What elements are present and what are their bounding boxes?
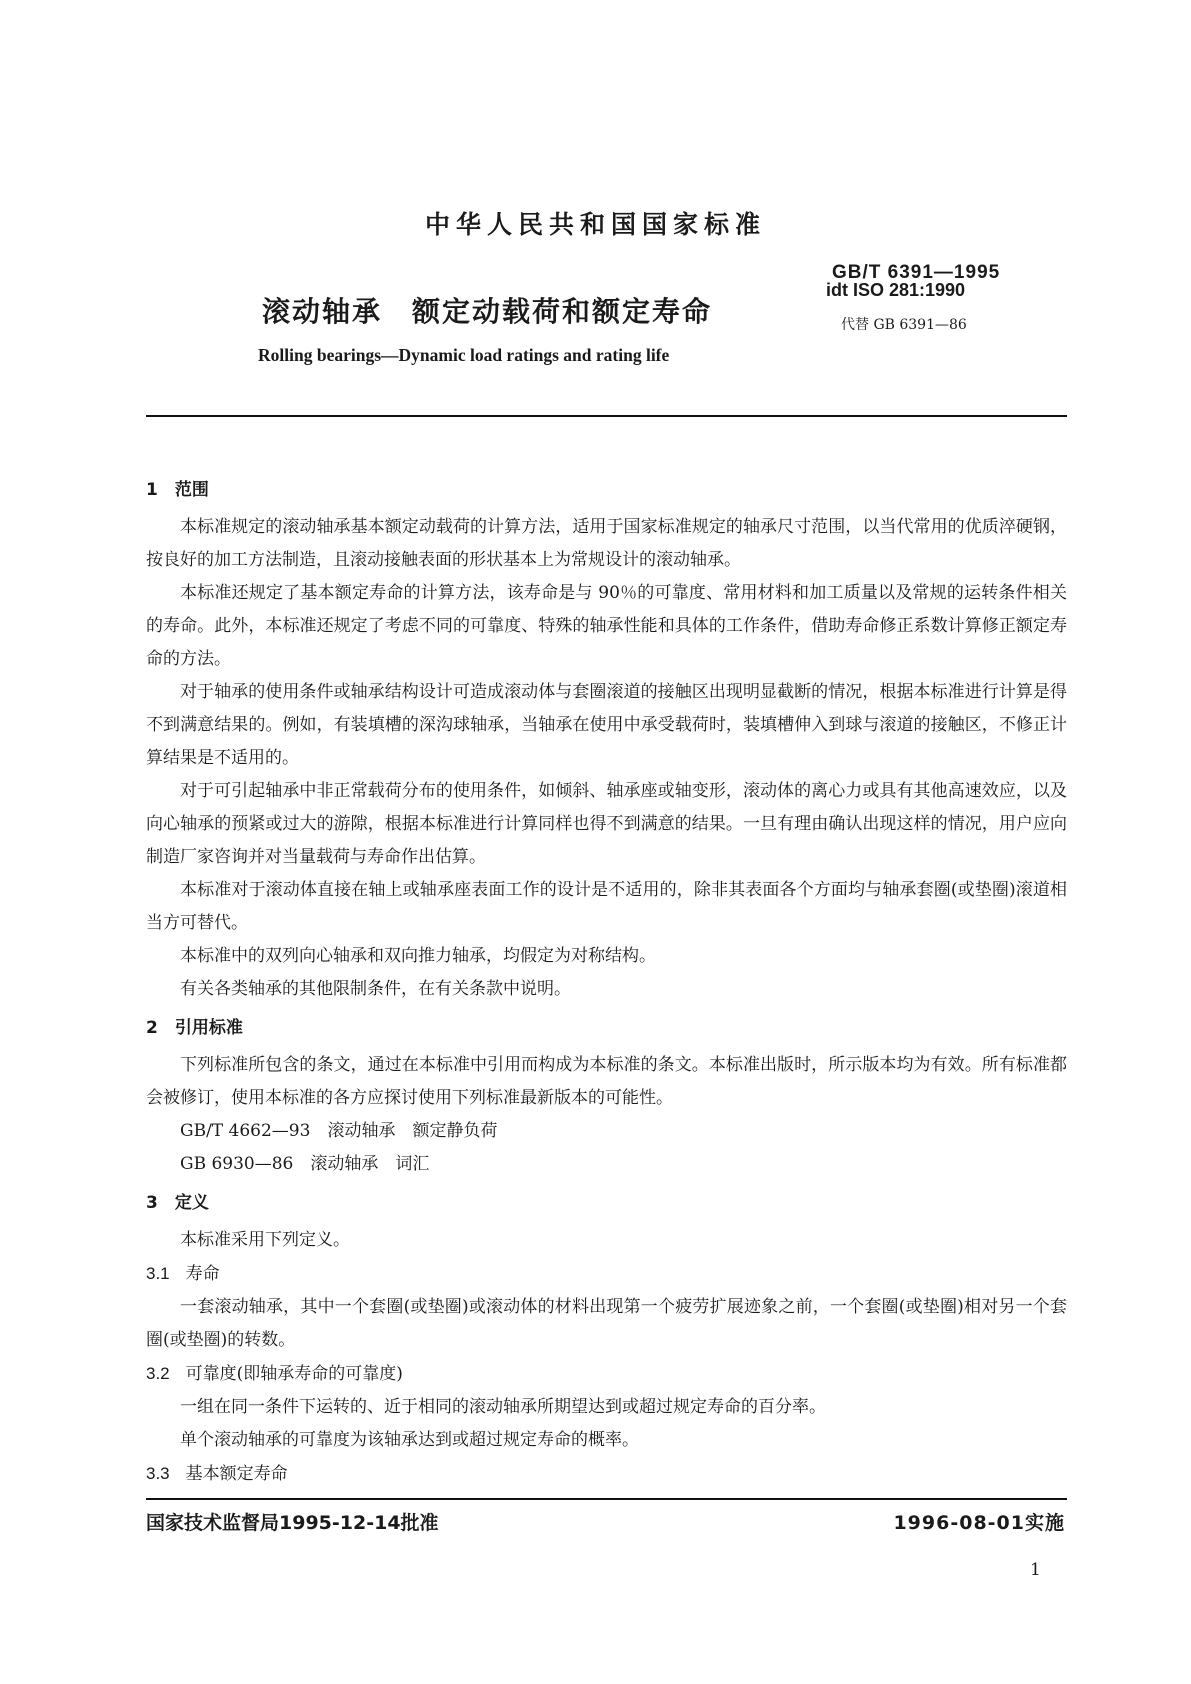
subsection-heading bbox=[146, 1357, 1067, 1391]
subsection-heading bbox=[146, 1257, 1067, 1291]
idt-reference: idt ISO 281:1990 bbox=[826, 280, 966, 300]
subsection-title: 可靠度(即轴承寿命的可靠度) bbox=[185, 1364, 403, 1384]
paragraph: 下列标准所包含的条文，通过在本标准中引用而构成为本标准的条文。本标准出版时，所示版本均为有效。所有标准都会被修订，使用本标准的各方应探讨使用下列标准最新版本的可能性。 bbox=[146, 1055, 1067, 1108]
subsection-heading bbox=[146, 1457, 1067, 1491]
paragraph: 对于轴承的使用条件或轴承结构设计可造成滚动体与套圈滚道的接触区出现明显截断的情况，根据本标准进行计算是得不到满意结果的。例如，有装填槽的深沟球轴承，当轴承在使用中承受载荷时，装填槽伸入到球与滚道的接触区，不修正计算结果是不适用的。 bbox=[146, 682, 1067, 768]
subsection-number: 3.1 bbox=[146, 1264, 170, 1283]
paragraph: 本标准对于滚动体直接在轴上或轴承座表面工作的设计是不适用的，除非其表面各个方面均与轴承套圈(或垫圈)滚道相当方可替代。 bbox=[146, 880, 1067, 933]
approval-date: 国家技术监督局1995-12-14批准 bbox=[146, 1512, 439, 1534]
reference-item: GB/T 4662—93 滚动轴承 额定静负荷 bbox=[180, 1121, 498, 1141]
issuing-organization: 中华人民共和国国家标准 bbox=[424, 210, 766, 239]
paragraph: 本标准采用下列定义。 bbox=[180, 1230, 350, 1250]
subsection-number: 3.3 bbox=[146, 1464, 170, 1483]
paragraph: 一套滚动轴承，其中一个套圈(或垫圈)或滚动体的材料出现第一个疲劳扩展迹象之前，一个套圈(或垫圈)相对另一个套圈(或垫圈)的转数。 bbox=[146, 1297, 1067, 1350]
reference-item: GB 6930—86 滚动轴承 词汇 bbox=[180, 1154, 430, 1174]
page-number: 1 bbox=[1030, 1560, 1041, 1580]
header-divider bbox=[146, 415, 1067, 417]
section-heading: 3 定义 bbox=[146, 1193, 209, 1213]
paragraph: 本标准规定的滚动轴承基本额定动载荷的计算方法，适用于国家标准规定的轴承尺寸范围，以当代常用的优质淬硬钢，按良好的加工方法制造，且滚动接触表面的形状基本上为常规设计的滚动轴承。 bbox=[146, 517, 1067, 570]
paragraph: 一组在同一条件下运转的、近于相同的滚动轴承所期望达到或超过规定寿命的百分率。 bbox=[180, 1397, 826, 1417]
document-title-en: Rolling bearings—Dynamic load ratings and rating life bbox=[258, 345, 670, 365]
paragraph: 对于可引起轴承中非正常载荷分布的使用条件，如倾斜、轴承座或轴变形，滚动体的离心力或具有其他高速效应，以及向心轴承的预紧或过大的游隙，根据本标准进行计算同样也得不到满意的结果。一旦有理由确认出现这样的情况，用户应向制造厂家咨询并对当量载荷与寿命作出估算。 bbox=[146, 781, 1067, 867]
effective-date: 1996-08-01实施 bbox=[893, 1512, 1065, 1534]
footer-divider bbox=[146, 1498, 1067, 1500]
section-heading: 2 引用标准 bbox=[146, 1018, 243, 1038]
subsection-title: 寿命 bbox=[185, 1264, 220, 1284]
document-body bbox=[146, 474, 1067, 1491]
paragraph: 有关各类轴承的其他限制条件，在有关条款中说明。 bbox=[180, 979, 571, 999]
paragraph: 单个滚动轴承的可靠度为该轴承达到或超过规定寿命的概率。 bbox=[180, 1430, 639, 1450]
document-title-cn: 滚动轴承 额定动载荷和额定寿命 bbox=[262, 295, 713, 328]
paragraph: 本标准还规定了基本额定寿命的计算方法，该寿命是与 90％的可靠度、常用材料和加工质量以及常规的运转条件相关的寿命。此外，本标准还规定了考虑不同的可靠度、特殊的轴承性能和具体的工作条件，借助寿命修正系数计算修正额定寿命的方法。 bbox=[146, 583, 1067, 669]
section-heading: 1 范围 bbox=[146, 480, 209, 500]
subsection-number: 3.2 bbox=[146, 1364, 170, 1383]
standard-code: GB/T 6391—1995 bbox=[832, 262, 1001, 283]
paragraph: 本标准中的双列向心轴承和双向推力轴承，均假定为对称结构。 bbox=[180, 946, 656, 966]
subsection-title: 基本额定寿命 bbox=[185, 1464, 288, 1484]
replaces-reference: 代替 GB 6391—86 bbox=[841, 317, 967, 333]
